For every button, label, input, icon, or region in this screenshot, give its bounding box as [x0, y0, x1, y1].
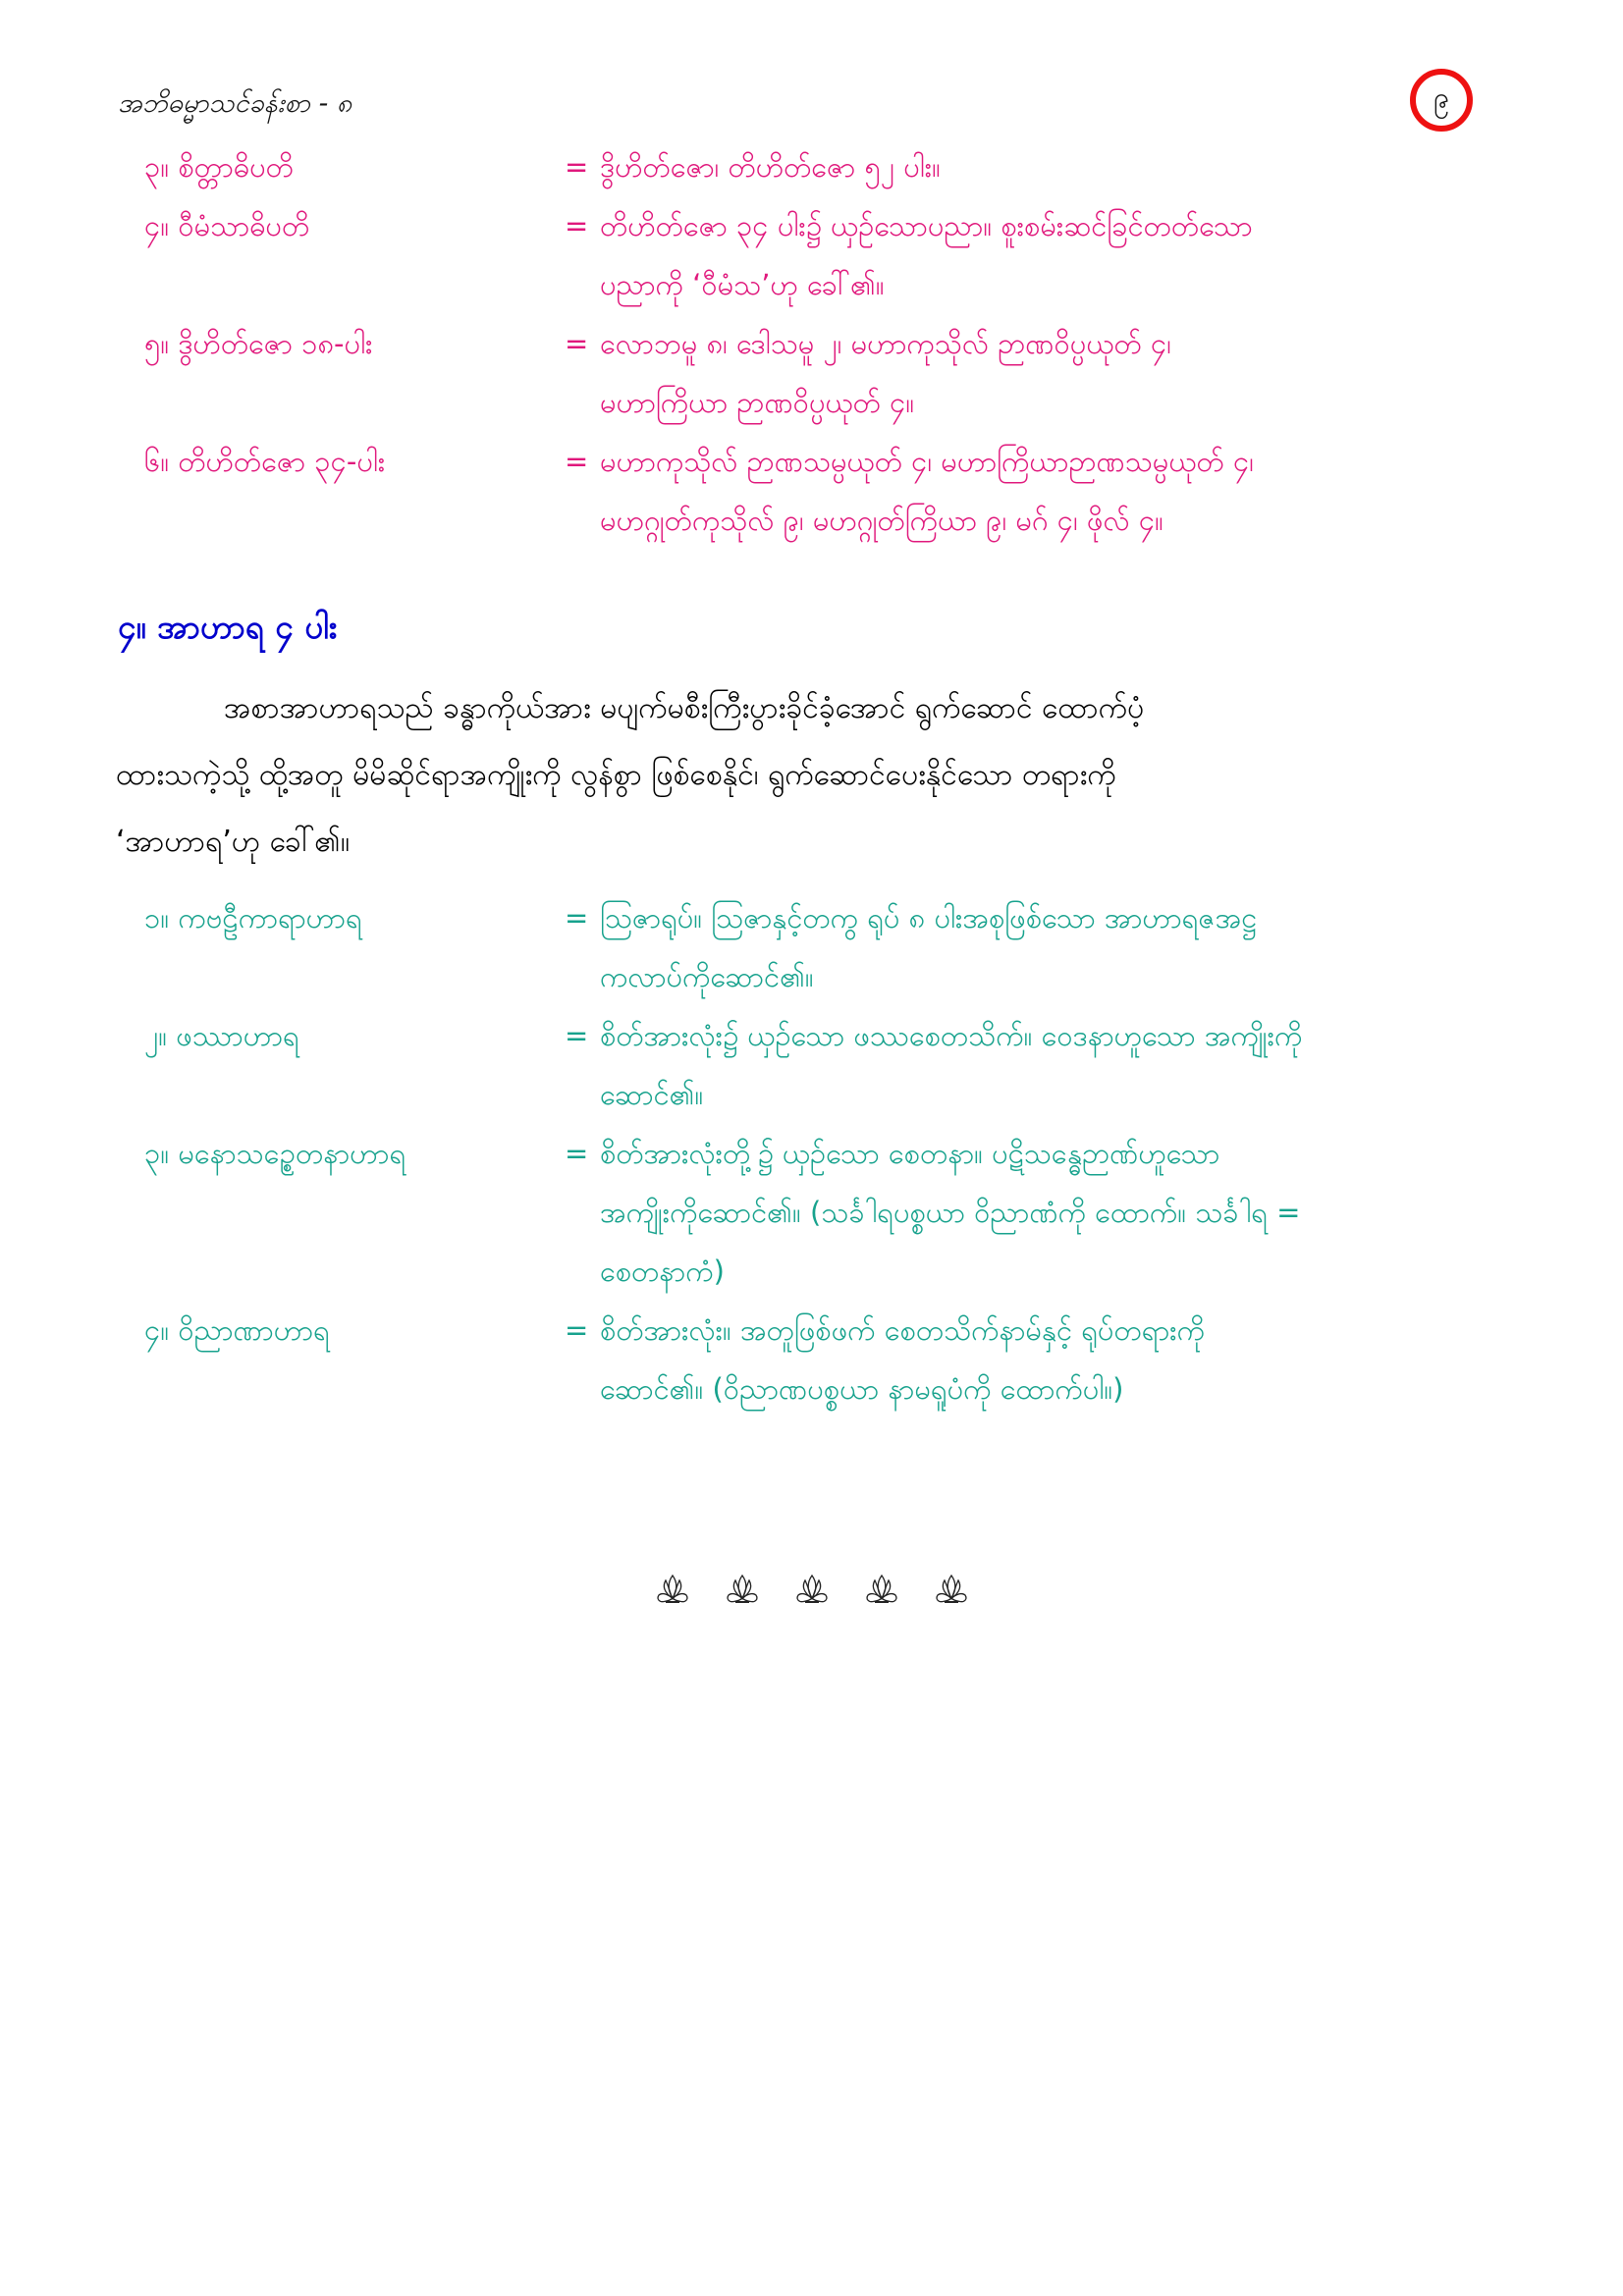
- item-definition: [600, 137, 1515, 196]
- item-definition: [600, 1124, 1515, 1301]
- definition-line: သြဇာရုပ်။ သြဇာနှင့်တကွ ရုပ် ၈ ပါးအစုဖြစ်သော အာဟာရဇအဋ္ဌ: [600, 901, 1257, 934]
- item-term: ဒွိဟိတ်ဇော ၁၈-ပါး: [178, 327, 373, 360]
- equals-sign: =: [565, 150, 589, 184]
- item-number: ၄။: [144, 1313, 170, 1347]
- lotus-ornament-icon: [933, 1573, 970, 1606]
- lotus-ornament-icon: [793, 1573, 831, 1606]
- section-heading: ၄။ အာဟာရ ၄ ပါး: [118, 608, 338, 646]
- paragraph-line: အစာအာဟာရသည် ခန္ဓာကိုယ်အား မပျက်မစီးကြီးပွားခိုင်ခံ့အောင် ရွက်ဆောင် ထောက်ပံ့: [224, 691, 1145, 725]
- item-term: စိတ္တာဓိပတိ: [178, 150, 294, 184]
- item-term: ကဗဠီကာရာဟာရ: [178, 901, 362, 934]
- definition-line: မဟဂ္ဂုတ်ကုသိုလ် ၉၊ မဟဂ္ဂုတ်ကြိယာ ၉၊ မဂ် ၄၊ ဖိုလ် ၄။: [600, 504, 1163, 537]
- item-term: ဖဿာဟာရ: [176, 1019, 299, 1052]
- item-label: [144, 888, 565, 947]
- item-number: ၅။: [144, 327, 170, 360]
- paragraph-line: ထားသကဲ့သို့ ထို့အတူ မိမိဆိုင်ရာအကျိုးကို လွန်စွာ ဖြစ်စေနိုင်၊ ရွက်ဆောင်ပေးနိုင်သော တရားကို: [116, 758, 1116, 792]
- item-label: [144, 1301, 565, 1360]
- equals-sign: =: [565, 1019, 589, 1052]
- adhipati-list: [144, 137, 1515, 550]
- ahara-list: [144, 888, 1515, 1418]
- paragraph-line: ‘အာဟာရ’ဟု ခေါ်၏။: [116, 825, 351, 859]
- item-definition: [600, 1301, 1515, 1418]
- definition-line: လောဘမူ ၈၊ ဒေါသမူ ၂၊ မဟာကုသိုလ် ဉာဏဝိပ္ပယုတ် ၄၊: [600, 327, 1171, 360]
- ornament-row: [0, 1573, 1623, 1606]
- item-definition: [600, 888, 1515, 1006]
- definition-line: မဟာကုသိုလ် ဉာဏသမ္ပယုတ် ၄၊ မဟာကြိယာဉာဏသမ္ပယုတ် ၄၊: [600, 445, 1254, 478]
- list-item: [144, 1124, 1515, 1301]
- item-number: ၆။: [144, 445, 170, 478]
- definition-line: အကျိုးကိုဆောင်၏။ (သင်္ခါရပစ္စယာ ဝိညာဏံကို ထောက်။ သင်္ခါရ =: [600, 1196, 1301, 1229]
- definition-line: ကလာပ်ကိုဆောင်၏။: [600, 960, 814, 993]
- definition-line: ဒွိဟိတ်ဇော၊ တိဟိတ်ဇော ၅၂ ပါး။: [600, 150, 941, 184]
- equals-sign: =: [565, 1313, 589, 1347]
- item-label: [144, 1006, 565, 1065]
- definition-line: စေတနာကံ): [600, 1255, 725, 1288]
- page-number: ၉: [1434, 81, 1449, 114]
- item-label: [144, 196, 565, 255]
- list-item: [144, 1006, 1515, 1124]
- item-definition: [600, 196, 1515, 314]
- definition-line: မဟာကြိယာ ဉာဏဝိပ္ပယုတ် ၄။: [600, 386, 915, 419]
- item-term: တိဟိတ်ဇော ၃၄-ပါး: [178, 445, 386, 478]
- equals-sign: =: [565, 209, 589, 242]
- equals-sign: =: [565, 1137, 589, 1170]
- list-item: [144, 196, 1515, 314]
- item-definition: [600, 432, 1515, 550]
- list-item: [144, 1301, 1515, 1418]
- equals-sign: =: [565, 445, 589, 478]
- item-number: ၄။: [144, 209, 170, 242]
- list-item: [144, 314, 1515, 432]
- item-term: မနောသဉ္စေတနာဟာရ: [178, 1137, 406, 1170]
- lotus-ornament-icon: [863, 1573, 900, 1606]
- lotus-ornament-icon: [724, 1573, 761, 1606]
- equals-sign: =: [565, 327, 589, 360]
- definition-line: စိတ်အားလုံးတို့၌ ယှဉ်သော စေတနာ။ ပဋိသန္ဓေဉာဏ်ဟူသော: [600, 1137, 1220, 1170]
- item-definition: [600, 314, 1515, 432]
- item-number: ၃။: [144, 150, 170, 184]
- definition-line: စိတ်အားလုံး။ အတူဖြစ်ဖက် စေတသိက်နာမ်နှင့် ရုပ်တရားကို: [600, 1313, 1206, 1347]
- item-label: [144, 1124, 565, 1183]
- item-number: ၃။: [144, 1137, 170, 1170]
- lotus-ornament-icon: [654, 1573, 691, 1606]
- definition-line: ဆောင်၏။: [600, 1078, 704, 1111]
- item-term: ဝီမံသာဓိပတိ: [178, 209, 310, 242]
- list-item: [144, 888, 1515, 1006]
- list-item: [144, 137, 1515, 196]
- body-paragraph: [116, 675, 1510, 876]
- definition-line: ဆောင်၏။ (ဝိညာဏပစ္စယာ နာမရူပံကို ထောက်ပါ။): [600, 1372, 1124, 1406]
- item-label: [144, 432, 565, 491]
- equals-sign: =: [565, 901, 589, 934]
- definition-line: ပညာကို ‘ဝီမံသ’ဟု ခေါ်၏။: [600, 268, 885, 301]
- item-definition: [600, 1006, 1515, 1124]
- page-number-badge: [1410, 69, 1473, 132]
- item-number: ၂။: [144, 1019, 168, 1052]
- item-label: [144, 137, 565, 196]
- document-header-title: အဘိဓမ္မာသင်ခန်းစာ - ၈: [118, 88, 352, 119]
- item-term: ဝိညာဏာဟာရ: [178, 1313, 330, 1347]
- item-label: [144, 314, 565, 373]
- list-item: [144, 432, 1515, 550]
- definition-line: တိဟိတ်ဇော ၃၄ ပါး၌ ယှဉ်သောပညာ။ စူးစမ်းဆင်ခြင်တတ်သော: [600, 209, 1253, 242]
- item-number: ၁။: [144, 901, 170, 934]
- definition-line: စိတ်အားလုံး၌ ယှဉ်သော ဖဿစေတသိက်။ ဝေဒနာဟူသော အကျိုးကို: [600, 1019, 1303, 1052]
